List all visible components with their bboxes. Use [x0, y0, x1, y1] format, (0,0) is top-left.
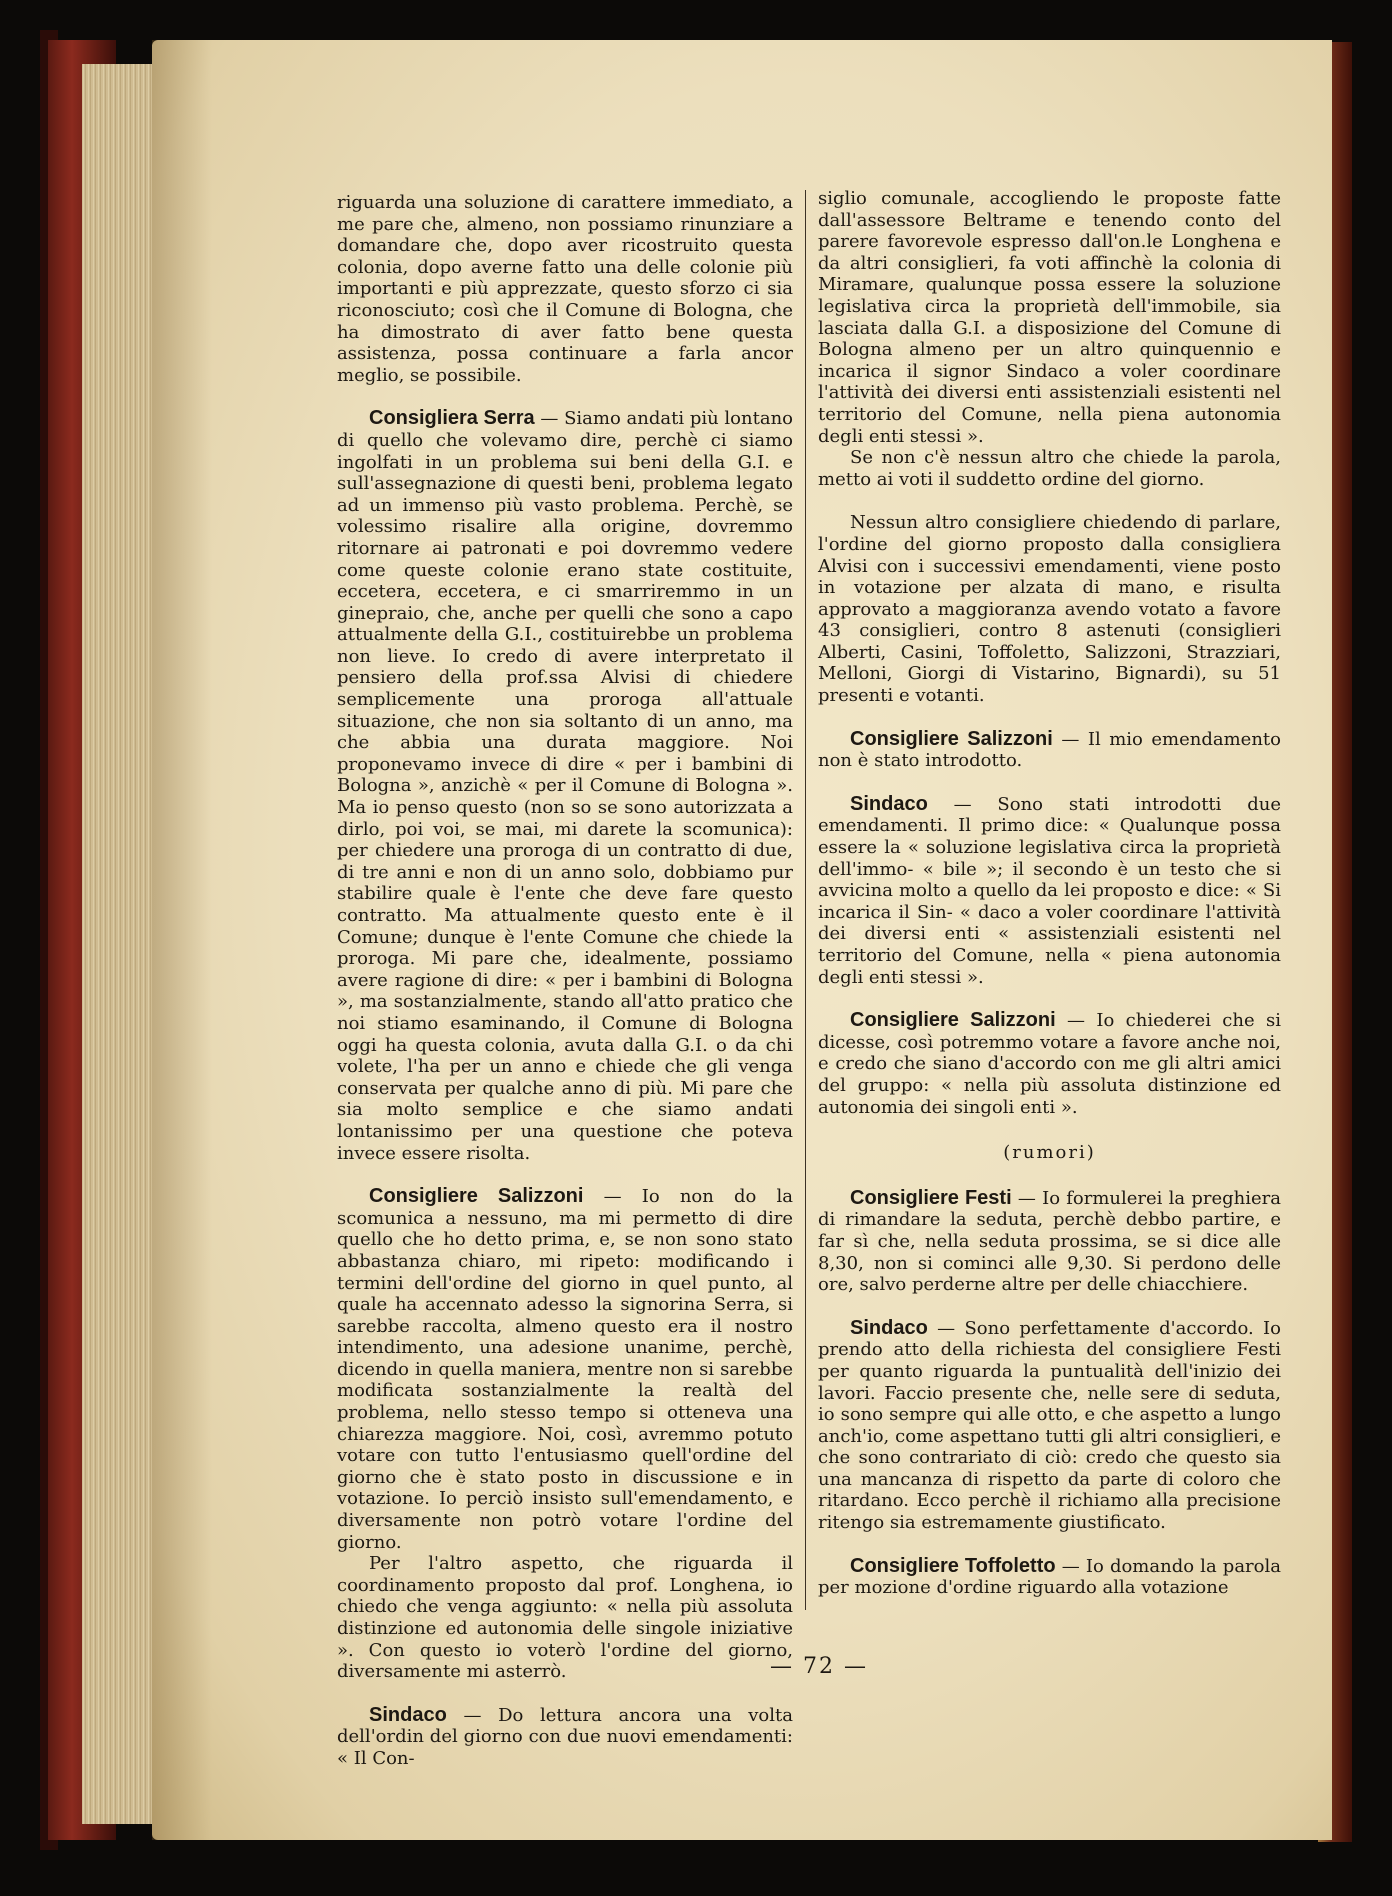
speaker-name: Consigliere Salizzoni [369, 1185, 584, 1208]
speech-text: — Sono stati introdotti due emendamenti. Il primo dice: « Qualunque possa essere la « soluzione legislativa circa la proprietà dell'immo- « bile »; il secondo è un testo che si avvicina molto a quello da lei proposto e dice: « Si incarica il Sin- « daco a voler coordinare l'attività dei diversi enti « assistenziali esistenti nel territorio del Comune, nella « piena autonomia degli enti stessi ». [818, 793, 1281, 988]
speech-text: — Siamo andati più lontano di quello che volevamo dire, perchè ci siamo ingolfati in un problema sui beni della G.I. e sull'assegnazione di questi beni, problema legato ad un immenso più vasto problema. Perchè, se volessimo risalire alla origine, dovremmo ritornare ai patronati e poi dovremmo vedere come queste colonie erano state costituite, eccetera, eccetera, e ci smarriremmo in un ginepraio, che, anche per quelli che sono a capo attualmente della G.I., costituirebbe un problema non lieve. Io credo di avere interpretato il pensiero della prof.ssa Alvisi di chiedere semplicemente una proroga all'attuale situazione, che non sia soltanto di un anno, ma che abbia una durata maggiore. Noi proponevamo invece di dire « per i bambini di Bologna », anzichè « per il Comune di Bologna ». Ma io penso questo (non so se sono autorizzata a dirlo, poi voi, se mai, mi darete la scomunica): per chiedere una proroga di un contratto di due, di tre anni e non di un anno solo, dobbiamo pur stabilire quale è l'ente che deve fare questo contratto. Ma attualmente questo ente è il Comune; dunque è l'ente Comune che chiede la proroga. Mi pare che, idealmente, possiamo avere ragione di dire: « per i bambini di Bologna », ma sostanzialmente, stando all'atto pratico che noi stiamo esaminando, il Comune di Bologna oggi ha questa colonia, avuta dalla G.I. o da chi volete, l'ha per un anno e chiede che gli venga conservata per qualche anno di più. Mi pare che sia molto semplice e che siamo andati lontanissimo per una questione che poteva invece essere risolta. [337, 408, 793, 1164]
speech-paragraph [818, 729, 1281, 772]
speech-text: — Io non do la scomunica a nessuno, ma mi permetto di dire quello che ho detto prima, e, se non sono stato abbastanza chiaro, mi ripeto: modificando i termini dell'ordine del giorno in quel punto, al quale ha accennato adesso la signorina Serra, si sarebbe raccolta, almeno questo era il nostro intendimento, una adesione unanime, perchè, dicendo in quella maniera, mentre non si sarebbe modificata sostanzialmente la realtà del problema, nello stesso tempo si otteneva una chiarezza maggiore. Noi, così, avremmo potuto votare con tutto l'entusiasmo quell'ordine del giorno che è stato posto in discussione e in votazione. Io perciò insisto sull'emendamento, e diversamente non potrò votare l'ordine del giorno. [337, 1186, 793, 1553]
speech-paragraph [818, 1010, 1281, 1118]
continued-paragraph: siglio comunale, accogliendo le proposte fatte dall'assessore Beltrame e tenendo conto del parere favorevole espresso dall'on.le Longhena e da altri consiglieri, fa voti affinchè la colonia di Miramare, qualunque possa essere la soluzione legislativa circa la proprietà dell'immobile, sia lasciata dalla G.I. a disposizione del Comune di Bologna almeno per un altro quinquennio e incarica il signor Sindaco a voler coordinare l'attività dei diversi enti assistenziali esistenti nel territorio del Comune, nella piena autonomia degli enti stessi ». [818, 188, 1281, 447]
narrative-paragraph: Nessun altro consigliere chiedendo di parlare, l'ordine del giorno proposto dalla consigliera Alvisi con i successivi emendamenti, viene posto in votazione per alzata di mano, e risulta approvato a maggioranza avendo votato a favore 43 consiglieri, contro 8 astenuti (consiglieri Alberti, Casini, Toffoletto, Salizzoni, Strazziari, Melloni, Giorgi di Vistarino, Bignardi), su 51 presenti e votanti. [818, 512, 1281, 707]
speech-paragraph [818, 1188, 1281, 1296]
speech-text: — Sono perfettamente d'accordo. Io prendo atto della richiesta del consigliere Festi per quanto riguarda la puntualità dell'inizio dei lavori. Faccio presente che, nelle sere di seduta, io sono sempre qui alle otto, e che aspetto a lungo anch'io, come aspettano tutti gli altri consiglieri, e che sono contrariato di ciò: credo che questo sia una mancanza di rispetto da parte di coloro che ritardano. Ecco perchè il richiamo alla precisione ritengo sia estremamente giustificato. [818, 1317, 1281, 1534]
speech-text: — Io domando la parola per mozione d'ordine riguardo alla votazione [818, 1555, 1281, 1599]
speech-paragraph [337, 1186, 793, 1553]
paragraph: Se non c'è nessun altro che chiede la parola, metto ai voti il suddetto ordine del giorno. [818, 447, 1281, 490]
speech-text: — Io formulerei la preghiera di rimandare la seduta, perchè debbo partire, e far sì che, nella seduta prossima, se si dice alle 8,30, non si cominci alle 9,30. Si perdono delle ore, salvo perderne altre per delle chiacchiere. [818, 1187, 1281, 1296]
left-column [337, 192, 793, 1770]
speech-paragraph [337, 1705, 793, 1770]
speaker-name: Consigliera Serra [369, 407, 535, 430]
speaker-name: Consigliere Salizzoni [850, 1009, 1056, 1032]
speaker-name: Sindaco [369, 1703, 447, 1726]
stage-direction: (rumori) [1003, 1142, 1096, 1164]
speaker-name: Consigliere Toffoletto [850, 1554, 1056, 1577]
speech-paragraph [818, 1556, 1281, 1599]
page-edges [82, 64, 160, 1824]
column-divider [805, 190, 806, 1610]
speech-text: — Do lettura ancora una volta dell'ordin del giorno con due nuovi emendamenti: « Il Con- [337, 1704, 793, 1769]
page-number: — 72 — [770, 1654, 868, 1679]
speaker-name: Sindaco [850, 792, 928, 815]
speech-paragraph [818, 1318, 1281, 1534]
speaker-name: Sindaco [850, 1316, 928, 1339]
page-gutter-shadow [152, 40, 212, 1840]
speech-paragraph [818, 794, 1281, 988]
speech-text: — Il mio emendamento non è stato introdotto. [818, 728, 1281, 772]
speaker-name: Consigliere Salizzoni [850, 727, 1053, 750]
speech-text: — Io chiederei che si dicesse, così potremmo votare a favore anche noi, e credo che siano d'accordo con me gli altri amici del gruppo: « nella più assoluta distinzione ed autonomia dei singoli enti ». [818, 1010, 1281, 1118]
speaker-name: Consigliere Festi [850, 1186, 1012, 1209]
speech-paragraph [337, 408, 793, 1164]
continued-paragraph: riguarda una soluzione di carattere immediato, a me pare che, almeno, non possiamo rinunziare a domandare che, dopo aver ricostruito questa colonia, dopo averne fatto una delle colonie più importanti e più apprezzate, questo sforzo ci sia riconosciuto; così che il Comune di Bologna, che ha dimostrato di aver fatto bene questa assistenza, possa continuare a farla ancor meglio, se possibile. [337, 192, 793, 386]
paragraph: Per l'altro aspetto, che riguarda il coordinamento proposto dal prof. Longhena, io chiedo che venga aggiunto: « nella più assoluta distinzione ed autonomia delle singole iniziative ». Con questo io voterò l'ordine del giorno, diversamente mi asterrò. [337, 1553, 793, 1683]
right-column [818, 188, 1281, 1599]
